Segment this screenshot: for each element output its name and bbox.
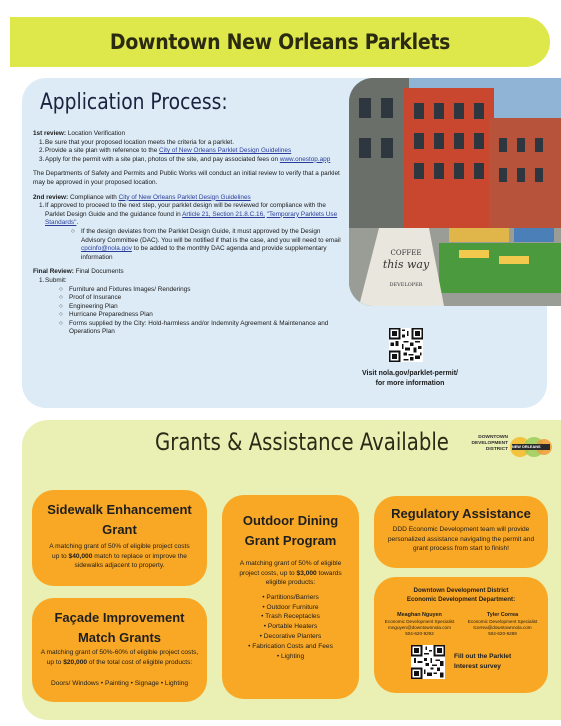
second-review-heading: 2nd review: Compliance with City of New Orleans Parklet Design Guidelines (33, 193, 251, 201)
outdoor-product: • Fabrication Costs and Fees (248, 642, 333, 650)
cpcinfo-email-link[interactable]: cpcinfo@nola.gov (81, 245, 132, 253)
second-review-subitem: ○ If the design deviates from the Parklet Design Guide, it must approved by the Design Advisory Committee (DAC). You will be notified if that is the case, and you will need to email cpcinfo@nola.gov to be added to the monthly DAC agenda and provide supplementary information (71, 227, 341, 261)
contact-phone: 504-620-9292 (405, 631, 434, 637)
contact-name: Meaghan Nguyen (397, 612, 442, 619)
application-heading: Application Process: (40, 90, 228, 115)
facade-title-1: Façade Improvement (54, 610, 185, 625)
photo-sign-line2: this way (382, 258, 430, 271)
ddd-logo: DOWNTOWN DEVELOPMENT DISTRICT NEW ORLEANS (462, 433, 552, 461)
final-review-heading: Final Review: Final Documents (33, 268, 124, 276)
first-review-heading: 1st review: Location Verification (33, 130, 126, 137)
facade-description: A matching grant of 50%-60% of eligible project costs, up to $20,000 of the total cost of eligible products: (40, 649, 199, 666)
departments-note: The Departments of Safety and Permits and Public Works will conduct an initial review to verify that a parklet may be approved in your proposed location. (33, 170, 340, 186)
outdoor-product: • Decorative Planters (259, 632, 322, 640)
regulatory-description: DDD Economic Development team will provide personalized assistance navigating the permit and grant process from start to finish! (387, 526, 535, 553)
second-review-item: 1. If approved to proceed to the next step, your parklet design will be reviewed for compliance with the Parklet Design Guide and the guidance found in Article 21, Section 21.8.C.16, "Temporary Parklets Use Standards". (39, 202, 338, 227)
contact-card (463, 612, 543, 638)
outdoor-product: • Outdoor Furniture (262, 603, 319, 611)
survey-qr-code[interactable] (411, 645, 445, 679)
outdoor-title-1: Outdoor Dining (242, 513, 339, 528)
outdoor-product: • Partitions/Barriers (262, 593, 319, 601)
contacts-card (374, 577, 548, 693)
sidewalk-title-1: Sidewalk Enhancement (47, 502, 192, 517)
final-doc-item: ○ Forms supplied by the City: Hold-harmless and/or Indemnity Agreement & Maintenance and Operations Plan (59, 319, 329, 336)
contact-name: Tyler Correa (486, 612, 519, 619)
onestop-link[interactable]: www.onestop.app (279, 155, 331, 163)
contact-role: Economic Development Specialist (384, 618, 455, 624)
photo-sign-bottom: DEVELOPER (389, 282, 423, 288)
article-21-link[interactable]: Article 21, Section 21.8.C.16, (182, 210, 265, 218)
outdoor-product: • Trash Receptacles (261, 613, 320, 621)
contact-phone: 504-620-9289 (488, 631, 517, 637)
facade-title-2: Match Grants (77, 630, 162, 645)
final-doc-item: ○ Furniture and Fixtures Images/ Renderings (59, 285, 191, 293)
outdoor-title-2: Grant Program (244, 533, 337, 548)
ddd-logo-badge: NEW ORLEANS (512, 445, 541, 449)
contact-email[interactable]: tcorrea@downtownnola.com (473, 625, 532, 630)
facade-grant-card (32, 598, 207, 702)
contact-email[interactable]: mnguyen@downtownnola.com (388, 625, 451, 630)
final-doc-item: ○ Engineering Plan (59, 302, 118, 310)
final-review-submit: 1. Submit: (39, 276, 67, 284)
design-guidelines-link[interactable]: City of New Orleans Parklet Design Guidelines (159, 147, 292, 155)
permit-qr-code[interactable] (389, 328, 423, 362)
outdoor-product: • Lighting (276, 652, 305, 660)
outdoor-description: A matching grant of 50% of eligible project costs, up to $3,000 towards eligible products: (239, 560, 342, 587)
contact-role: Economic Development Specialist (467, 618, 538, 624)
title-banner (10, 17, 550, 67)
final-doc-item: ○ Hurricane Preparedness Plan (59, 311, 153, 319)
permit-qr-caption: Visit nola.gov/parklet-permit/ for more information (362, 370, 458, 387)
page-title: Downtown New Orleans Parklets (109, 30, 451, 54)
sidewalk-title-2: Grant (102, 522, 137, 537)
photo-sign-line1: COFFEE (390, 249, 422, 257)
parklet-photo (349, 78, 561, 306)
regulatory-title: Regulatory Assistance (391, 506, 531, 521)
grants-heading: Grants & Assistance Available (155, 428, 449, 456)
final-doc-item: ○ Proof of Insurance (59, 294, 122, 302)
outdoor-product: • Portable Heaters (263, 623, 318, 631)
regulatory-assistance-card (374, 496, 548, 568)
contact-card (380, 612, 460, 638)
sidewalk-description: A matching grant of 50% of eligible project costs up to $40,000 match to replace or improve the sidewalks adjacent to property. (49, 543, 190, 570)
first-review-item-2: 2. Provide a site plan with reference to the City of New Orleans Parklet Design Guidelines (39, 147, 292, 155)
first-review-item-1: 1. Be sure that your proposed location meets the criteria for a parklet. (39, 138, 234, 146)
temporary-parklets-link[interactable]: "Temporary Parklets Use Standards" (45, 210, 338, 227)
contacts-list (374, 612, 548, 638)
photo-sign (377, 248, 435, 291)
first-review-item-3: 3. Apply for the permit with a site plan, photos of the site, and pay associated fees on www.onestop.app (39, 155, 331, 163)
survey-caption: Fill out the Parklet Interest survey (454, 653, 512, 670)
facade-products: Doors/ Windows • Painting • Signage • Lighting (50, 680, 189, 688)
contacts-title: Downtown Development District Economic Development Department: (406, 587, 516, 603)
design-guidelines-link-2[interactable]: City of New Orleans Parklet Design Guidelines (118, 193, 251, 201)
outdoor-dining-card (222, 495, 359, 699)
application-steps (33, 130, 343, 337)
outdoor-products (222, 593, 359, 662)
sidewalk-grant-card (32, 490, 207, 586)
